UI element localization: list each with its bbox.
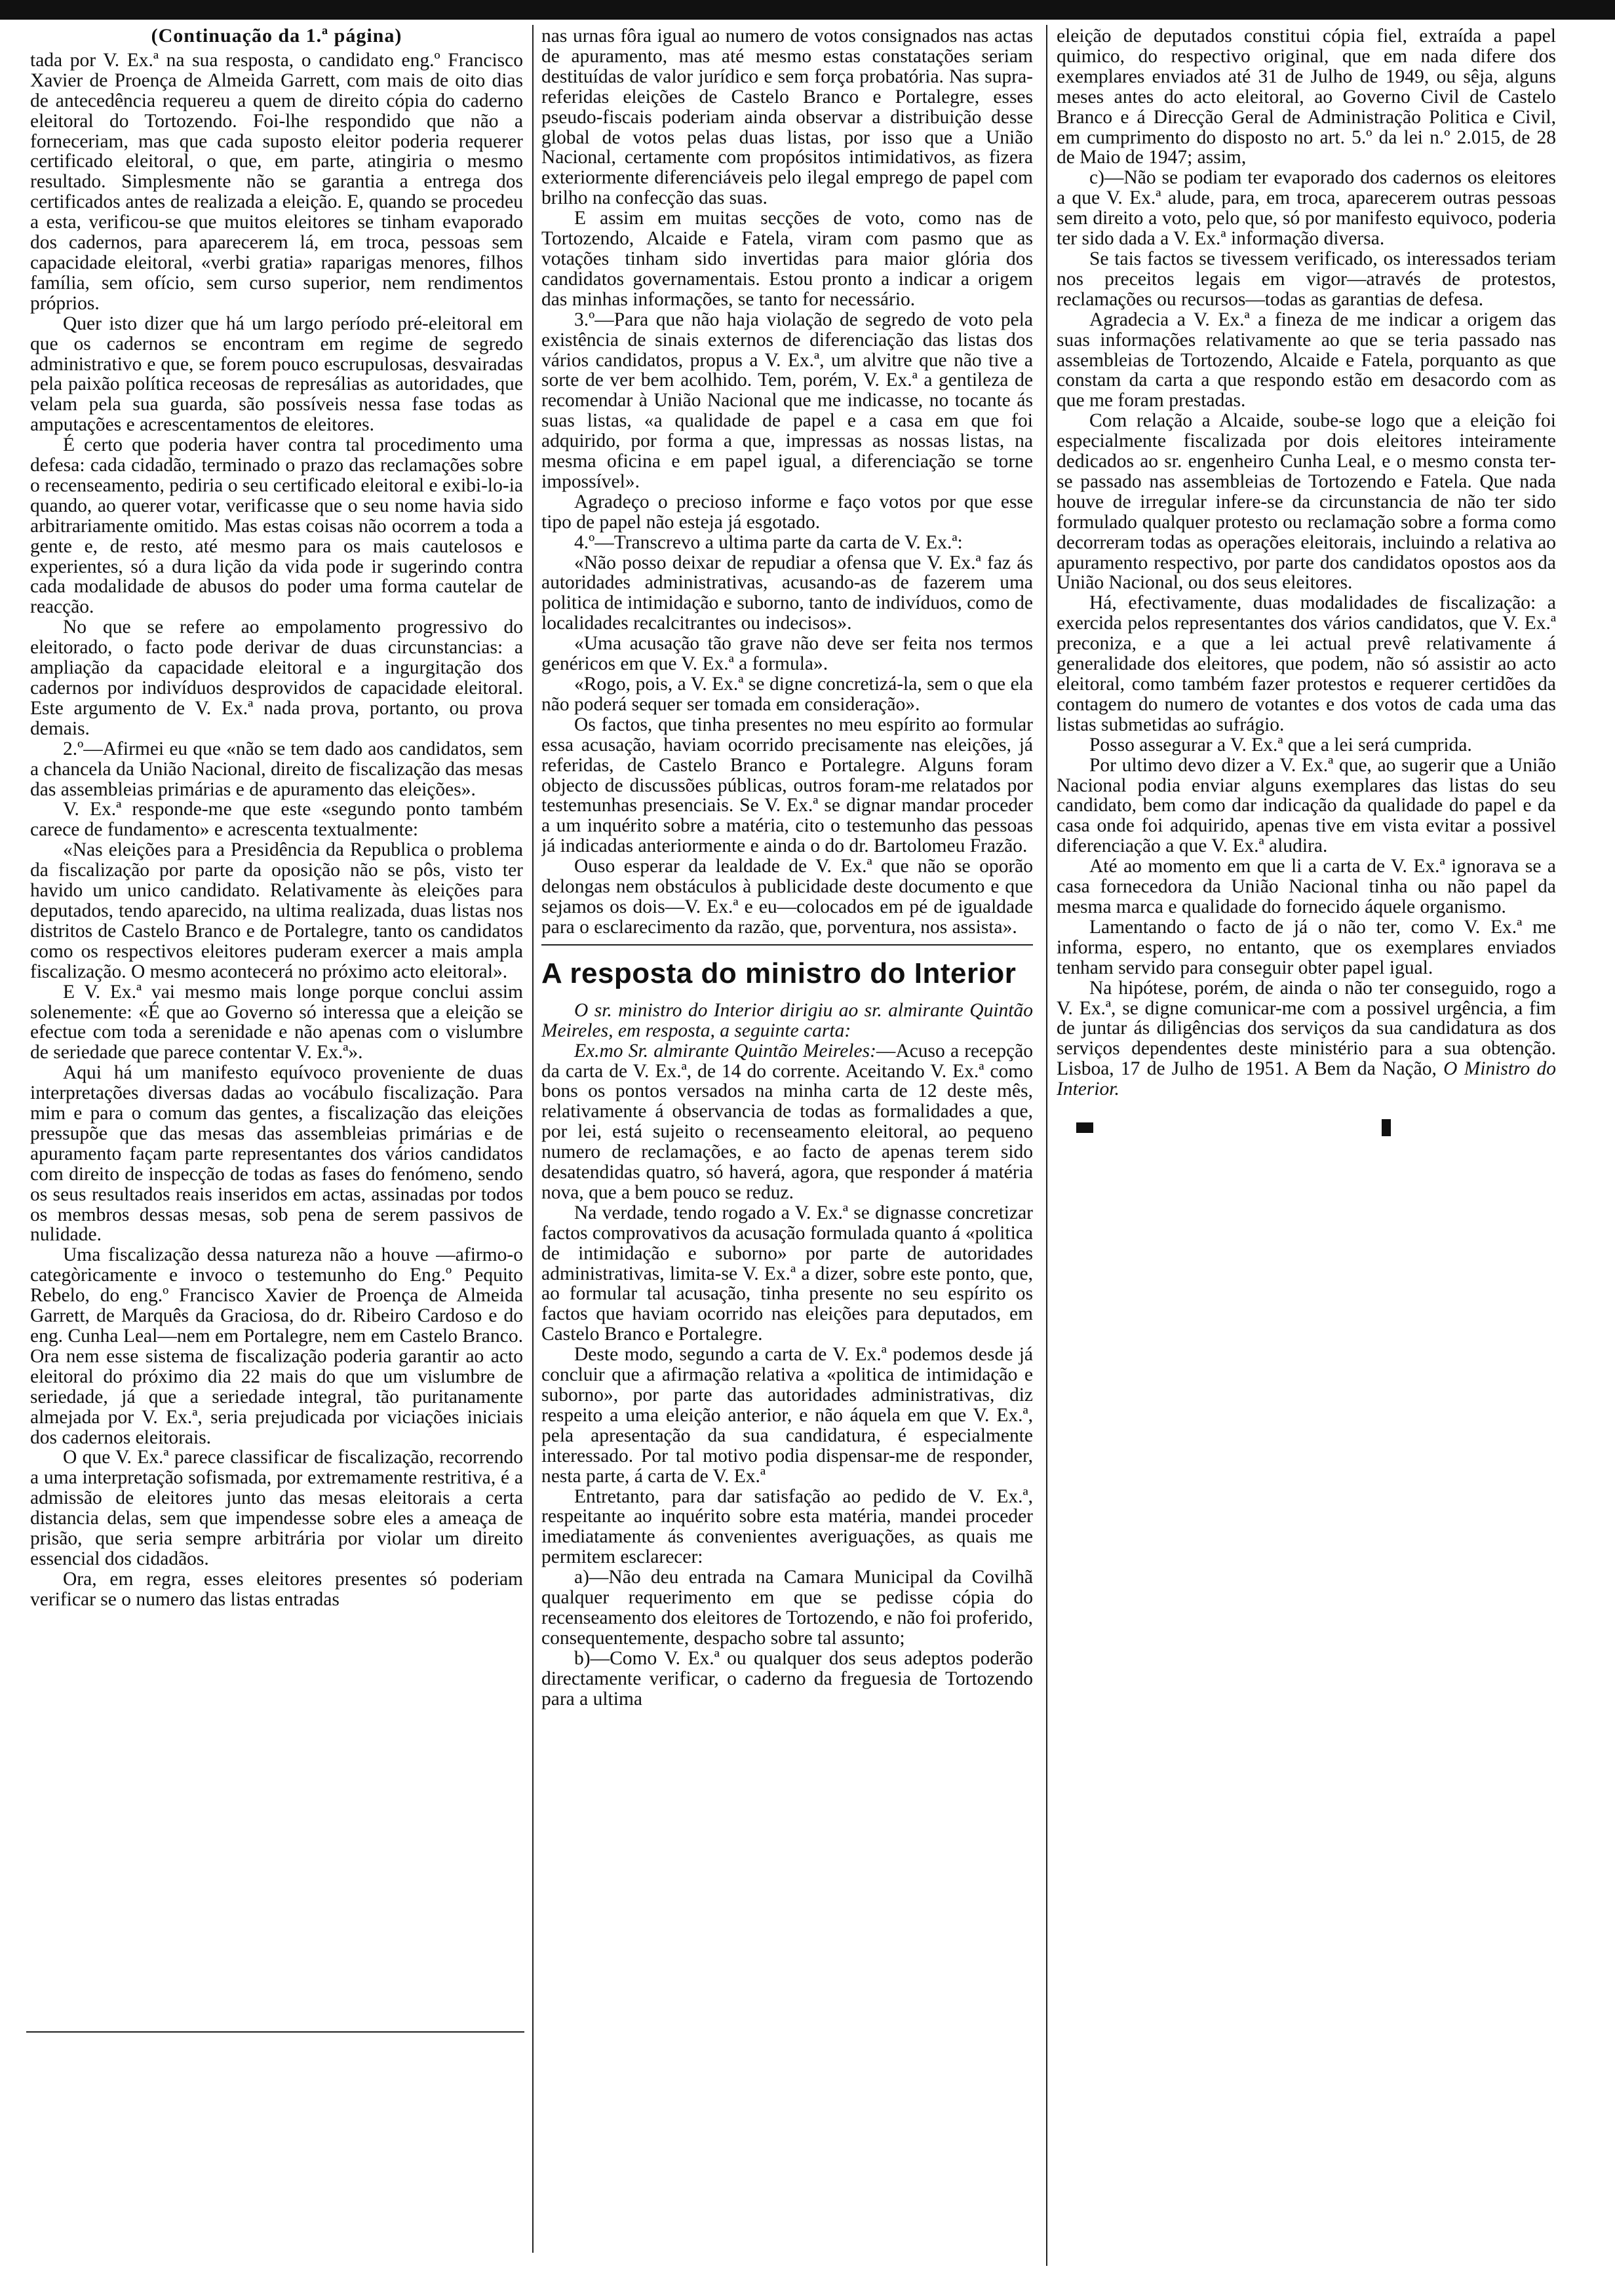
- paragraph: «Não posso deixar de repudiar a ofensa que V. Ex.ª faz ás autoridades administrativas, acusando-as de fazerem uma politica de intimidação e suborno, tanto de indivíduos, como de localidades recalcitrantes ou indecisos».: [541, 552, 1033, 634]
- paragraph: Aqui há um manifesto equívoco proveniente de duas interpretações diversas dadas ao vocábulo fiscalização. Para mim e para o comum das gentes, a fiscalização das eleições pressupõe que das mesas das assembleias primárias e de apuramento façam parte representantes dos vários candidatos com direito de inspecção de todas as fases do fenómeno, sendo os seus resultados reais inseridos em actas, assinadas por todos os membros dessas mesas, sob pena de serem passivos de nulidade.: [30, 1062, 523, 1246]
- column-divider: [1046, 25, 1047, 2266]
- paragraph: Por ultimo devo dizer a V. Ex.ª que, ao sugerir que a União Nacional podia enviar alguns exemplares das listas do seu candidato, bem como dar indicação da qualidade do papel e da casa onde foi adquirido, apenas tive em vista evitar a possivel diferenciação a que V. Ex.ª aludira.: [1057, 754, 1556, 857]
- paragraph: c)—Não se podiam ter evaporado dos cadernos os eleitores a que V. Ex.ª alude, para, em troca, aparecerem outras pessoas sem direito a voto, pelo que, só por manifesto equivoco, poderia ter sido dada a V. Ex.ª informação diversa.: [1057, 167, 1556, 250]
- paragraph: Se tais factos se tivessem verificado, os interessados teriam nos preceitos legais em vigor—através de protestos, reclamações ou recursos—todas as garantias de defesa.: [1057, 248, 1556, 310]
- paragraph: No que se refere ao empolamento progressivo do eleitorado, o facto pode derivar de duas circunstancias: a ampliação da capacidade eleitoral e a ingurgitação dos cadernos por indivíduos desprovidos de capacidade eleitoral. Este argumento de V. Ex.ª nada prova, portanto, ou prova demais.: [30, 617, 523, 739]
- column-divider: [532, 25, 534, 2253]
- paragraph: «Nas eleições para a Presidência da Republica o problema da fiscalização por parte da oposição não se pôs, visto ter havido um unico candidato. Relativamente às eleições para deputados, tendo aparecido, na ultima realizada, duas listas nos distritos de Castelo Branco e de Portalegre, tanto os candidatos como os respectivos eleitores puderam exercer a mais ampla fiscalização. O mesmo acontecerá no próximo acto eleitoral».: [30, 839, 523, 982]
- section-rule: [541, 944, 1033, 946]
- paragraph: «Rogo, pois, a V. Ex.ª se digne concretizá-la, sem o que ela não poderá sequer ser tomada em consideração».: [541, 674, 1033, 715]
- paragraph: Na verdade, tendo rogado a V. Ex.ª se dignasse concretizar factos comprovativos da acusação formulada quanto á «politica de intimidação e suborno» por parte de autoridades administrativas, limita-se V. Ex.ª a dizer, sobre este ponto, que, ao formular tal acusação, tinha presente no seu espírito os factos que haviam ocorrido nas eleições para deputados, em Castelo Branco e Portalegre.: [541, 1202, 1033, 1345]
- salutation: Ex.mo Sr. almirante Quintão Meireles:: [574, 1040, 876, 1062]
- paragraph: É certo que poderia haver contra tal procedimento uma defesa: cada cidadão, terminado o prazo das reclamações sobre o recenseamento, pediria o seu certificado eleitoral e exibi-lo-ia quando, ao querer votar, verificasse que o seu nome havia sido arbitrariamente omitido. Mas estas coisas não ocorrem a toda a gente e, de resto, até mesmo para os mais cautelosos e experientes, só a dura lição da vida pode ir sugerindo contra cada modalidade de abusos do poder uma forma cautelar de reacção.: [30, 434, 523, 618]
- paragraph: E V. Ex.ª vai mesmo mais longe porque conclui assim solenemente: «É que ao Governo só interessa que a eleição se efectue com toda a serenidade e não apenas com o vislumbre de seriedade que parece contentar V. Ex.ª».: [30, 981, 523, 1063]
- paragraph: 4.º—Transcrevo a ultima parte da carta de V. Ex.ª:: [574, 531, 963, 553]
- paragraph: «Uma acusação tão grave não deve ser feita nos termos genéricos em que V. Ex.ª a formula».: [541, 633, 1033, 675]
- paragraph: Entretanto, para dar satisfação ao pedido de V. Ex.ª, respeitante ao inquérito sobre esta matéria, mandei proceder imediatamente ás convenientes averiguações, as quais me permitem esclarecer:: [541, 1485, 1033, 1568]
- paragraph: Deste modo, segundo a carta de V. Ex.ª podemos desde já concluir que a afirmação relativa a «politica de intimidação e suborno», por parte das autoridades administrativas, diz respeito a uma eleição anterior, e não áquela em que V. Ex.ª, pela apresentação da sua candidatura, é especialmente interessado. Por tal motivo podia dispensar-me de responder, nesta parte, á carta de V. Ex.ª: [541, 1344, 1033, 1487]
- paragraph: Há, efectivamente, duas modalidades de fiscalização: a exercida pelos representantes dos vários candidatos, que V. Ex.ª preconiza, e a que a lei actual prevê relativamente á generalidade dos eleitores, que podem, não só assistir ao acto eleitoral, como também fazer protestos e requerer certidões da contagem do numero de votantes e dos votos de cada uma das listas submetidas ao sufrágio.: [1057, 592, 1556, 735]
- paragraph: Agradeço o precioso informe e faço votos por que esse tipo de papel não esteja já esgotado.: [541, 491, 1033, 533]
- paragraph: b)—Como V. Ex.ª ou qualquer dos seus adeptos poderão directamente verificar, o caderno da freguesia de Tortozendo para a ultima: [541, 1647, 1033, 1710]
- paragraph: Os factos, que tinha presentes no meu espírito ao formular essa acusação, haviam ocorrido precisamente nas eleições, já referidas, de Castelo Branco e Portalegre. Alguns foram objecto de discussões públicas, outros foram-me relatados por testemunhas presenciais. Se V. Ex.ª se dignar mandar proceder a um inquérito sobre a matéria, cito o testemunho das pessoas já indicadas anteriormente e ainda o do dr. Bartolomeu Frazão.: [541, 714, 1033, 857]
- signature: O Ministro do Interior.: [1057, 1058, 1556, 1100]
- paragraph: Ora, em regra, esses eleitores presentes só poderiam verificar se o numero das listas entradas: [30, 1568, 523, 1610]
- paragraph: a)—Não deu entrada na Camara Municipal da Covilhã qualquer requerimento em que se pedisse cópia do recenseamento dos eleitores de Tortozendo, e não foi proferido, consequentemente, despacho sobre tal assunto;: [541, 1567, 1033, 1649]
- paragraph: Até ao momento em que li a carta de V. Ex.ª ignorava se a casa fornecedora da União Nacional tinha ou não papel da mesma marca e qualidade do fornecido áquele organismo.: [1057, 856, 1556, 917]
- paragraph: 3.º—Para que não haja violação de segredo de voto pela existência de sinais externos de diferenciação das listas dos vários candidatos, propus a V. Ex.ª, um alvitre que não tive a sorte de ver bem acolhido. Tem, porém, V. Ex.ª a gentileza de recomendar à União Nacional que me indicasse, no tocante ás suas listas, «a qualidade de papel e a casa em que foi adquirido, por forma a que, impressas as nossas listas, na mesma oficina e em papel igual, a diferenciação se torne impossível».: [541, 309, 1033, 492]
- paragraph: tada por V. Ex.ª na sua resposta, o candidato eng.º Francisco Xavier de Proença de Almeida Garrett, com mais de oito dias de antecedência requereu a quem de direito cópia do caderno eleitoral do Tortozendo. Foi-lhe respondido que não a forneceriam, mas que cada suposto eleitor poderia requerer certificado eleitoral, o que, em parte, atingiria o mesmo resultado. Simplesmente não se garantia a entrega dos certificados antes de realizada a eleição. E, quando se procedeu a esta, verificou-se que muitos eleitores se tinham evaporado dos cadernos, para aparecerem lá, em troca, pessoas sem capacidade eleitoral, «verbi gratia» raparigas menores, filhos família, sem ofício, sem curso superior, nem rendimentos próprios.: [30, 49, 523, 314]
- paragraph: Agradecia a V. Ex.ª a fineza de me indicar a origem das suas informações relativamente ao que se teria passado nas assembleias de Tortozendo, Alcaide e Fatela, porquanto as que constam da carta a que respondo estão em desacordo com as que me foram prestadas.: [1057, 309, 1556, 411]
- paragraph: 2.º—Afirmei eu que «não se tem dado aos candidatos, sem a chancela da União Nacional, direito de fiscalização das mesas das assembleias primárias e de apuramento das eleições».: [30, 738, 523, 800]
- paragraph: Posso assegurar a V. Ex.ª que a lei será cumprida.: [1089, 734, 1472, 756]
- column-1: [30, 26, 523, 2025]
- end-mark-icon: [1076, 1122, 1093, 1133]
- column-1-bottom-rule: [26, 2031, 524, 2033]
- end-mark-icon: [1382, 1119, 1391, 1136]
- top-rule: [0, 0, 1615, 20]
- paragraph: Com relação a Alcaide, soube-se logo que a eleição foi especialmente fiscalizada por dois eleitores inteiramente dedicados ao sr. engenheiro Cunha Leal, e o mesmo consta ter-se passado nas assembleias de Tortozendo e Fatela. Que nada houve de irregular infere-se da circunstancia de não ter sido formulado qualquer protesto ou reclamação sobre a forma como decorreram todas as operações eleitorais, incluindo a relativa ao apuramento respectivo, por parte dos candidatos opostos aos da União Nacional, ou dos seus eleitores.: [1057, 410, 1556, 594]
- paragraph: E assim em muitas secções de voto, como nas de Tortozendo, Alcaide e Fatela, viram com pasmo que as votações tinham sido invertidas para maior glória dos candidatos governamentais. Estou pronto a indicar a origem das minhas informações, se tanto for necessário.: [541, 208, 1033, 310]
- paragraph: eleição de deputados constitui cópia fiel, extraída a papel quimico, do respectivo original, que em nada difere dos exemplares enviados até 31 de Julho de 1949, ou sêja, alguns meses antes do acto eleitoral, ao Governo Civil de Castelo Branco e á Direcção Geral de Administração Politica e Civil, em cumprimento do disposto no art. 5.º da lei n.º 2.015, de 28 de Maio de 1947; assim,: [1057, 26, 1556, 168]
- paragraph: nas urnas fôra igual ao numero de votos consignados nas actas de apuramento, mas até mesmo estas constatações seriam destituídas de valor jurídico e sem força probatória. Nas supra-referidas eleições de Castelo Branco e Portalegre, esses pseudo-fiscais poderiam ainda observar a distribuição desse global de votos pelas duas listas, por isso que a União Nacional, certamente com propósitos intimidativos, as fizera exteriormente diferenciáveis pelo ilegal emprego de papel com brilho na confecção das suas.: [541, 26, 1033, 209]
- paragraph: Uma fiscalização dessa natureza não a houve —afirmo-o categòricamente e invoco o testemunho do Eng.º Pequito Rebelo, do eng.º Francisco Xavier de Proença de Almeida Garrett, de Marquês da Graciosa, do dr. Ribeiro Cardoso e do eng. Cunha Leal—nem em Portalegre, nem em Castelo Branco. Ora nem esse sistema de fiscalização poderia garantir ao acto eleitoral do próximo dia 22 mais do que um vislumbre de seriedade, já que a seriedade integral, tão puritanamente almejada por V. Ex.ª, seria prejudicada por viciações iniciais dos cadernos eleitorais.: [30, 1244, 523, 1448]
- paragraph: [1057, 978, 1556, 1100]
- continuation-heading: (Continuação da 1.ª página): [151, 26, 402, 47]
- letter-opening: [541, 1041, 1033, 1203]
- column-2: [541, 26, 1033, 2136]
- paragraph: Lamentando o facto de já o não ter, como V. Ex.ª me informa, espero, no entanto, que os exemplares enviados tenham servido para conseguir obter papel igual.: [1057, 916, 1556, 978]
- closing-text: Na hipótese, porém, de ainda o não ter conseguido, rogo a V. Ex.ª, se digne comunicar-me com a possivel urgência, a fim de juntar ás diligências dos serviços da sua candidatura as dos serviços dependentes deste ministério para a sua obtenção. Lisboa, 17 de Julho de 1951. A Bem da Nação,: [1057, 977, 1556, 1080]
- paragraph: O que V. Ex.ª parece classificar de fiscalização, recorrendo a uma interpretação sofismada, por extremamente restritiva, é a admissão de eleitores junto das mesas eleitorais a certa distancia delas, sem que impendesse sobre eles a ameaça de prisão, que seria sempre arbitrária por violar um direito essencial dos cidadãos.: [30, 1447, 523, 1569]
- paragraph: Ouso esperar da lealdade de V. Ex.ª que não se oporão delongas nem obstáculos à publicidade deste documento e que sejamos os dois—V. Ex.ª e eu—colocados em pé de igualdade para o esclarecimento da razão, que, porventura, nos assista».: [541, 856, 1033, 938]
- paragraph: —Acuso a recepção da carta de V. Ex.ª, de 14 do corrente. Aceitando V. Ex.ª como bons os pontos versados na minha carta de 12 deste mês, relativamente á observancia de todas as formalidades a que, por lei, está sujeito o recenseamento eleitoral, ao pequeno numero de reclamações, e ao facto de apenas terem sido desatendidas quatro, só haverá, agora, que responder á matéria nova, que a bem pouco se reduz.: [541, 1040, 1033, 1203]
- section-intro: O sr. ministro do Interior dirigiu ao sr. almirante Quintão Meireles, em resposta, a seguinte carta:: [541, 999, 1033, 1041]
- paragraph: V. Ex.ª responde-me que este «segundo ponto também carece de fundamento» e acrescenta textualmente:: [30, 799, 523, 841]
- paragraph: Quer isto dizer que há um largo período pré-eleitoral em que os cadernos se encontram em regime de segredo administrativo e que, se forem pouco escrupulosas, desvairadas pela paixão política receosas de represálias as autoridades, que velam pela sua guarda, são possíveis nessa fase todas as amputações e acrescentamentos de eleitores.: [30, 313, 523, 436]
- column-3: [1057, 26, 1556, 1808]
- end-marks: [1057, 1117, 1556, 1137]
- section-title: A resposta do ministro do Interior: [541, 957, 1017, 989]
